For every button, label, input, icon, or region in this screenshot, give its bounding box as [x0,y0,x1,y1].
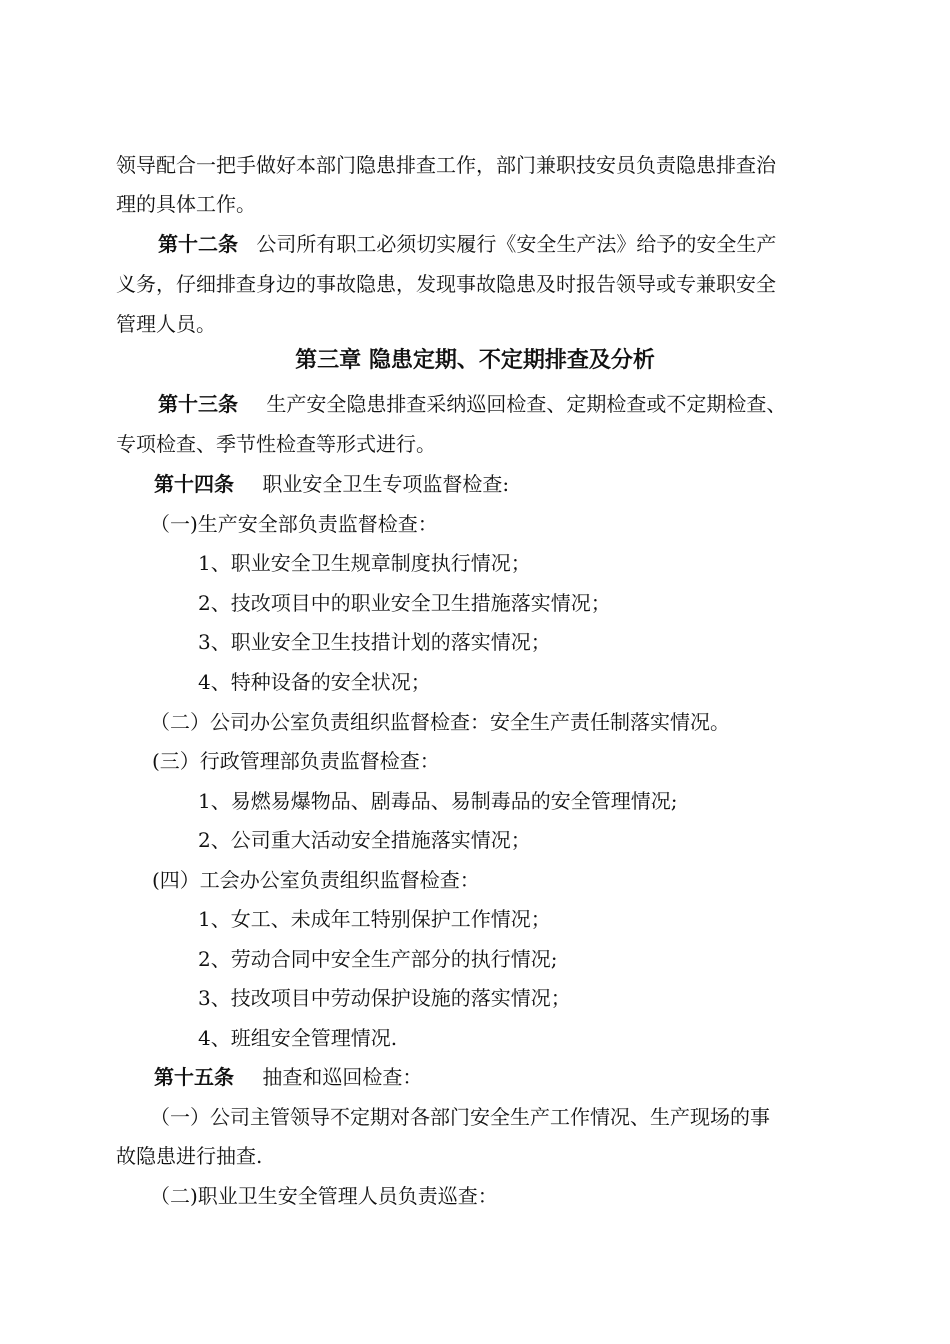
text-line: 理的具体工作。 [116,192,256,216]
list-item: 1、女工、未成年工特别保护工作情况； [198,907,551,931]
article-label: 第十四条 [154,472,234,496]
list-item: 4、特种设备的安全状况； [198,670,431,694]
list-item: 2、劳动合同中安全生产部分的执行情况; [198,947,558,971]
article-12-line-1 [158,230,860,258]
section-heading: （二）公司办公室负责组织监督检查：安全生产责任制落实情况。 [150,710,730,734]
text-line: 领导配合一把手做好本部门隐患排查工作，部门兼职技安员负责隐患排查治 [116,153,776,177]
article-text: 生产安全隐患排查采纳巡回检查、定期检查或不定期检查、 [266,392,787,416]
list-item: 1、职业安全卫生规章制度执行情况； [198,551,531,575]
list-item: 2、技改项目中的职业安全卫生措施落实情况； [198,591,611,615]
article-label: 第十三条 [158,392,238,416]
list-item: 2、公司重大活动安全措施落实情况； [198,828,531,852]
text-line: 管理人员。 [116,312,216,336]
article-14-line-1 [154,470,860,498]
list-item: 4、班组安全管理情况. [198,1026,398,1050]
article-text: 职业安全卫生专项监督检查: [262,472,510,496]
text-line: （一）公司主管领导不定期对各部门安全生产工作情况、生产现场的事 [150,1105,770,1129]
section-heading: （一)生产安全部负责监督检查： [150,512,438,536]
text-line: 义务，仔细排查身边的事故隐患，发现事故隐患及时报告领导或专兼职安全 [116,272,776,296]
list-item: 3、技改项目中劳动保护设施的落实情况； [198,986,571,1010]
list-item: 3、职业安全卫生技措计划的落实情况； [198,630,551,654]
section-heading: （二)职业卫生安全管理人员负责巡查： [150,1184,498,1208]
text-line: 专项检查、季节性检查等形式进行。 [116,432,436,456]
section-heading: (四）工会办公室负责组织监督检查： [152,868,480,892]
text-line: 故隐患进行抽查. [116,1144,263,1168]
article-text: 公司所有职工必须切实履行《安全生产法》给予的安全生产 [256,232,777,256]
section-heading: (三）行政管理部负责监督检查： [152,749,440,773]
article-15-line-1 [154,1063,860,1091]
list-item: 1、易燃易爆物品、剧毒品、易制毒品的安全管理情况; [198,789,678,813]
article-text: 抽查和巡回检查： [262,1065,423,1089]
article-label: 第十二条 [158,232,238,256]
article-13-line-1 [158,390,860,418]
chapter-title: 第三章 隐患定期、不定期排查及分析 [295,348,655,373]
article-label: 第十五条 [154,1065,234,1089]
